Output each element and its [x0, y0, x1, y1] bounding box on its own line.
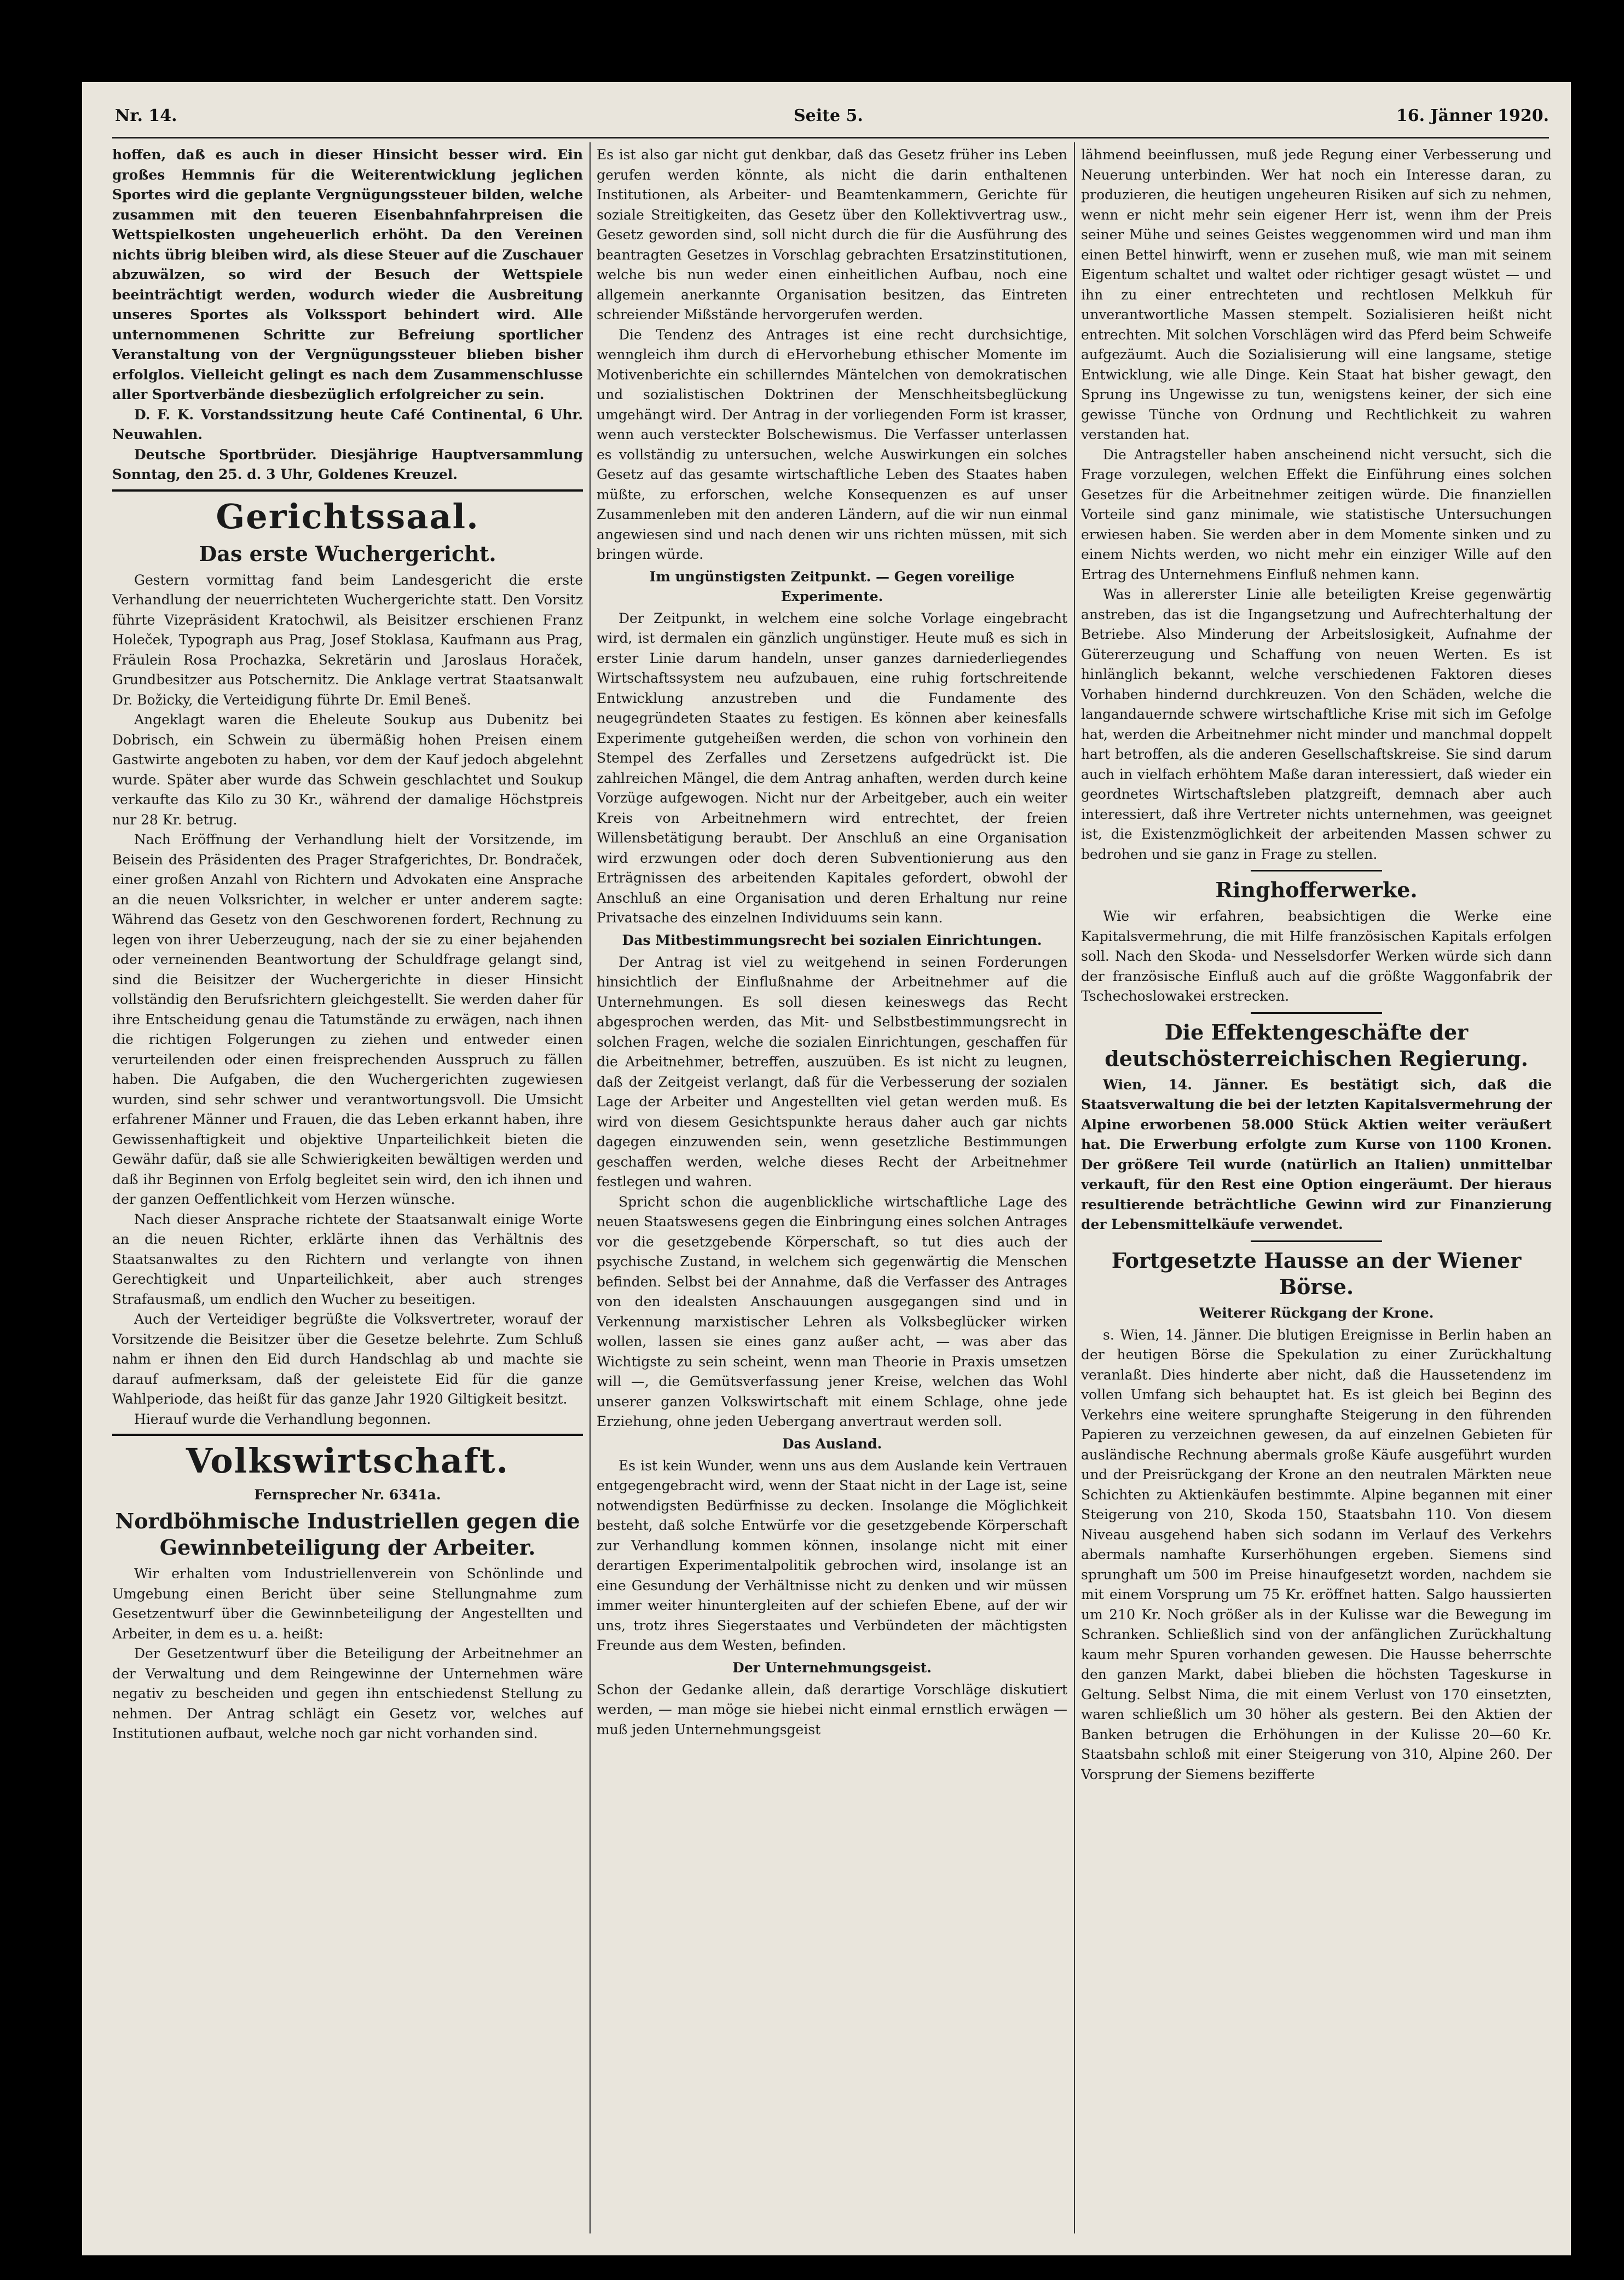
- article-headline: Nordböhmische Industriellen gegen die Gewinnbeteiligung der Arbeiter.: [115, 1509, 580, 1560]
- article-paragraph: Die Antragsteller haben anscheinend nicht versucht, sich die Frage vorzulegen, welchen Effekt die Einführung eines solchen Gesetzes für die Arbeitnehmer zeitigen würde. Die finanziellen Vorteile sind ganz minimale, wie statistische Untersuchungen erwiesen haben. Sie werden aber in dem Momente sinken und zu einem Nichts werden, wo nicht mehr ein einziger Wille auf den Ertrag des Unternehmens Einfluß nehmen kann.: [1081, 446, 1552, 582]
- article-subheading: Das Ausland.: [782, 1435, 882, 1452]
- section-divider: [1251, 870, 1382, 871]
- article-paragraph: Wien, 14. Jänner. Es bestätigt sich, daß die Staatsverwaltung die bei der letzten Kapitalsvermehrung der Alpine erworbenen 58.000 Stück Aktien weiter veräußert hat. Die Erwerbung erfolgte zum Kurse von 1100 Kronen. Der größere Teil wurde (natürlich an Italien) unmittelbar verkauft, für den Rest eine Option eingeräumt. Der hieraus resultierende beträchtliche Gewinn wird zur Finanzierung der Lebensmittelkäufe verwendet.: [1081, 1076, 1552, 1232]
- column-3: [1081, 145, 1552, 2233]
- article-paragraph: s. Wien, 14. Jänner. Die blutigen Ereignisse in Berlin haben an der heutigen Börse die Spekulation zu einer Zurückhaltung veranlaßt. Dies hinderte aber nicht, daß die Haussetendenz im vollen Umfang sich behauptet hat. Es ist gleich bei Beginn des Verkehrs eine weitere sprunghafte Steigerung in den führenden Papieren zu verzeichnen gewesen, da auf einzelnen Gebieten für ausländische Rechnung abermals große Käufe ausgeführt wurden und der Preisrückgang der Krone an den neutralen Märkten neue Schichten zu Aktienkäufen bestimmte. Alpine begannen mit einer Steigerung von 210, Skoda 150, Staatsbahn 110. Von diesem Niveau ausgehend haben sich sodann im Verlauf des Verkehrs abermals namhafte Kurserhöhungen ergeben. Siemens sind sprunghaft um 500 im Preise hinaufgesetzt worden, nachdem sie mit einem Vorsprung um 75 Kr. eröffnet hatten. Salgo haussierten um 210 Kr. Noch größer als in der Kulisse war die Bewegung im Schranken. Schließlich sind von der anfänglichen Zurückhaltung kaum mehr Spuren vorhanden gewesen. Die Hausse beherrschte den ganzen Markt, dabei blieben die höchsten Tageskurse in Geltung. Selbst Nima, die mit einem Verlust von 170 einsetzten, waren schließlich um 30 höher als gestern. Bei den Aktien der Banken betrugen die Erhöhungen in der Kulisse 20—60 Kr. Staatsbahn schloß mit einer Steigerung von 310, Alpine 260. Der Vorsprung der Siemens bezifferte: [1081, 1326, 1552, 1782]
- section-divider: [112, 1434, 583, 1436]
- article-paragraph: Gestern vormittag fand beim Landesgericht die erste Verhandlung der neuerrichteten Wuchergerichte statt. Den Vorsitz führte Vizepräsident Kratochwil, als Beisitzer erschienen Franz Holeček, Typograph aus Prag, Josef Stoklasa, Kaufmann aus Prag, Fräulein Rosa Prochazka, Sekretärin und Jaroslaus Horaček, Grundbesitzer aus Potschernitz. Die Anklage vertrat Staatsanwalt Dr. Božicky, die Verteidigung führte Dr. Emil Beneš.: [112, 572, 583, 708]
- article-subheading: Weiterer Rückgang der Krone.: [1199, 1304, 1434, 1321]
- article-subheading: Im ungünstigsten Zeitpunkt. — Gegen voreilige Experimente.: [649, 568, 1015, 604]
- article-paragraph: Auch der Verteidiger begrüßte die Volksvertreter, worauf der Vorsitzende die Beisitzer über die Gesetze belehrte. Zum Schluß nahm er ihnen den Eid durch Handschlag ab und machte sie darauf aufmerksam, daß der geleistete Eid für die ganze Wahlperiode, das heißt für das ganze Jahr 1920 Giltigkeit besitzt.: [112, 1311, 583, 1407]
- article-paragraph: Wie wir erfahren, beabsichtigen die Werke eine Kapitalsvermehrung, die mit Hilfe französischen Kapitals erfolgen soll. Nach den Skoda- und Nesselsdorfer Werken würde sich dann der französische Einfluß auch auf die größte Waggonfabrik der Tschechoslowakei erstrecken.: [1081, 908, 1552, 1004]
- section-divider: [1251, 1240, 1382, 1242]
- article-paragraph: Schon der Gedanke allein, daß derartige Vorschläge diskutiert werden, — man möge sie hiebei nicht einmal ernstlich erwägen — muß jeden Unternehmungsgeist: [597, 1681, 1067, 1738]
- issue-number: Nr. 14.: [115, 106, 177, 125]
- page-number: Seite 5.: [794, 106, 863, 125]
- page-header: [115, 99, 1549, 131]
- section-phone: Fernsprecher Nr. 6341a.: [254, 1487, 441, 1503]
- sport-notice: D. F. K. Vorstandssitzung heute Café Continental, 6 Uhr. Neuwahlen.: [112, 406, 583, 442]
- article-paragraph: Nach Eröffnung der Verhandlung hielt der Vorsitzende, im Beisein des Präsidenten des Prager Strafgerichtes, Dr. Bondraček, einer großen Anzahl von Richtern und Advokaten eine Ansprache an die neuen Volksrichter, in welcher er unter anderem sagte: Während das Gesetz von den Geschworenen fordert, Rechnung zu legen von ihrer Ueberzeugung, nach der sie zu einer bejahenden oder verneinenden Beantwortung der Schuldfrage gelangt sind, sind die Beisitzer der Wuchergerichte in dieser Hinsicht vollständig den Berufsrichtern gleichgestellt. Sie werden daher für ihre Entscheidung genau die Tatumstände zu erwägen, nach ihnen die richtigen Folgerungen zu ziehen und entweder einen verurteilenden oder einen freisprechenden Ausspruch zu fällen haben. Die Aufgaben, die den Wuchergerichten zugewiesen wurden, sind sehr schwer und verantwortungsvoll. Die Umsicht erfahrener Männer und Frauen, die das Leben erkannt haben, ihre Gewissenhaftigkeit und objektive Unparteilichkeit bieten die Gewähr dafür, daß sie alle Schwierigkeiten bewältigen werden und daß ihr Beginnen von Erfolg begleitet sein wird, den ich ihnen und der ganzen Oeffentlichkeit vom Herzen wünsche.: [112, 832, 583, 1207]
- article-paragraph: lähmend beeinflussen, muß jede Regung einer Verbesserung und Neuerung unterbinden. Wer hat noch ein Interesse daran, zu produzieren, die heutigen ungeheuren Risiken auf sich zu nehmen, wenn er nicht mehr sein eigener Herr ist, wenn ihm der Preis seiner Mühe und seines Geistes weggenommen wird und man ihm einen Bettel hinwirft, wenn er zusehen muß, wie man mit seinem Eigentum schaltet und waltet oder richtiger gesagt wüstet — und ihn zu einer entrechteten und rechtlosen Melkkuh für unverantwortliche Massen stempelt. Sozialisieren heißt nicht entrechten. Mit solchen Vorschlägen wird das Pferd beim Schweife aufgezäumt. Auch die Sozialisierung will eine langsame, stetige Entwicklung, wie alle Dinge. Kein Staat hat bisher gewagt, den Sprung ins Ungewisse zu tun, wenigstens keiner, der sich eine gewisse Tünche von Ordnung und Rechtlichkeit zu wahren verstanden hat.: [1081, 147, 1552, 442]
- header-rule: [112, 137, 1549, 138]
- issue-date: 16. Jänner 1920.: [1396, 106, 1549, 125]
- article-paragraph: Es ist kein Wunder, wenn uns aus dem Auslande kein Vertrauen entgegengebracht wird, wenn der Staat nicht in der Lage ist, seine notwendigsten Bedürfnisse zu decken. Insolange die Möglichkeit besteht, daß solche Entwürfe vor die gesetzgebende Körperschaft zur Verhandlung kommen können, insolange nicht mit einer derartigen Experimentalpolitik gebrochen wird, insolange ist an eine Gesundung der Verhältnisse nicht zu denken und wir müssen immer weiter hinuntergleiten auf der schiefen Ebene, auf der wir uns, trotz ihres Siegerstaates und Verbündeten der mächtigsten Freunde aus dem Westen, befinden.: [597, 1457, 1067, 1653]
- article-paragraph: Es ist also gar nicht gut denkbar, daß das Gesetz früher ins Leben gerufen werden könnte, als nicht die darin enthaltenen Institutionen, als Arbeiter- und Beamtenkammern, Gerichte für soziale Streitigkeiten, das Gesetz über den Kollektivvertrag usw., Gesetz geworden sind, soll nicht durch die für die Ausführung des beantragten Gesetzes in Vorschlag gebrachten Ersatzinstitutionen, welche bis nun weder einen einheitlichen Aufbau, noch eine allgemein anerkannte Organisation besitzen, das Eintreten schreiender Mißstände hervorgerufen werden.: [597, 147, 1067, 322]
- column-1: [112, 145, 583, 2233]
- article-headline: Fortgesetzte Hausse an der Wiener Börse.: [1111, 1248, 1522, 1299]
- sport-paragraph: hoffen, daß es auch in dieser Hinsicht besser wird. Ein großes Hemmnis für die Weiterentwicklung jeglichen Sportes wird die geplante Vergnügungssteuer bilden, welche zusammen mit den teueren Eisenbahnfahrpreisen die Wettspielkosten ungeheuerlich erhöht. Da den Vereinen nichts übrig bleiben wird, als diese Steuer auf die Zuschauer abzuwälzen, so wird der Besuch der Wettspiele beeinträchtigt werden, wodurch wieder die Ausbreitung unseres Sportes als Volkssport behindert wird. Alle unternommenen Schritte zur Befreiung sportlicher Veranstaltung von der Vergnügungssteuer blieben bisher erfolglos. Vielleicht gelingt es nach dem Zusammenschlusse aller Sportverbände diesbezüglich erfolgreicher zu sein.: [112, 147, 583, 402]
- article-paragraph: Hierauf wurde die Verhandlung begonnen.: [134, 1411, 431, 1427]
- section-title-volkswirtschaft: Volkswirtschaft.: [186, 1441, 510, 1481]
- section-title-gerichtssaal: Gerichtssaal.: [216, 496, 479, 536]
- article-paragraph: Wir erhalten vom Industriellenverein von Schönlinde und Umgebung einen Bericht über seine Stellungnahme zum Gesetzentwurf über die Gewinnbeteiligung der Angestellten und Arbeiter, in dem es u. a. heißt:: [112, 1566, 583, 1642]
- section-divider: [112, 489, 583, 492]
- article-paragraph: Was in allererster Linie alle beteiligten Kreise gegenwärtig anstreben, das ist die Ingangsetzung und Aufrechterhaltung der Betriebe. Also Minderung der Arbeitslosigkeit, Aufnahme der Gütererzeugung und Schaffung von neuen Werten. Es ist hinlänglich bekannt, welche verschiedenen Faktoren dieses Vorhaben hindernd durchkreuzen. Von den Schäden, welche die langandauernde schwere wirtschaftliche Krise mit sich im Gefolge hat, werden die Arbeitnehmer nicht minder und manchmal doppelt hart betroffen, als die anderen Gesellschaftskreise. Sie sind darum auch in vielfach erhöhtem Maße daran interessiert, daß wieder ein geordnetes Wirtschaftsleben platzgreift, demnach aber auch interessiert, daß ihre Vertreter nichts unternehmen, was geeignet ist, die Existenzmöglichkeit der arbeitenden Massen schwer zu bedrohen und sie ganz in Frage zu stellen.: [1081, 586, 1552, 862]
- sport-notice: Deutsche Sportbrüder. Diesjährige Hauptversammlung Sonntag, den 25. d. 3 Uhr, Goldenes Kreuzel.: [112, 446, 583, 482]
- article-subheading: Das Mitbestimmungsrecht bei sozialen Einrichtungen.: [622, 932, 1042, 948]
- article-paragraph: Der Antrag ist viel zu weitgehend in seinen Forderungen hinsichtlich der Einflußnahme der Arbeitnehmer auf die Unternehmungen. Es soll diesen keineswegs das Recht abgesprochen werden, das Mit- und Selbstbestimmungsrecht in solchen Fragen, welche die sozialen Einrichtungen, geschaffen für die Arbeitnehmer, betreffen, auszuüben. Es ist nicht zu leugnen, daß der Zeitgeist verlangt, daß für die Verbesserung der sozialen Lage der Arbeiter und Angestellten viel getan werden muß. Es wird von diesem Gesichtspunkte heraus daher auch gar nichts dagegen einzuwenden sein, wenn gesetzliche Bestimmungen geschaffen werden, welche dieses Recht der Arbeitnehmer festlegen und wahren.: [597, 954, 1067, 1190]
- article-paragraph: Der Zeitpunkt, in welchem eine solche Vorlage eingebracht wird, ist dermalen ein gänzlich ungünstiger. Heute muß es sich in erster Linie darum handeln, unser ganzes darniederliegendes Wirtschaftssystem neu aufzubauen, eine ruhig fortschreitende Entwicklung anzustreben und die Fundamente des neugegründeten Staates zu festigen. Es können aber keinesfalls Experimente gutgeheißen werden, die schon von vorhinein den Stempel des Zerfalles und Zersetzens aufgedrückt ist. Die zahlreichen Mängel, die dem Antrag anhaften, werden durch keine Vorzüge aufgewogen. Nicht nur der Arbeitgeber, auch ein weiter Kreis von Arbeitnehmern wird entrechtet, der freien Willensbetätigung beraubt. Der Anschluß an eine Organisation wird erzwungen oder doch deren Subventionierung aus den Erträgnissen des arbeitenden Kapitales gefordert, obwohl der Anschluß an eine Organisation und deren Erhaltung nur reine Privatsache des einzelnen Individuums sein kann.: [597, 610, 1067, 926]
- section-title-ringhofferwerke: Ringhofferwerke.: [1215, 878, 1418, 902]
- article-paragraph: Angeklagt waren die Eheleute Soukup aus Dubenitz bei Dobrisch, ein Schwein zu übermäßig hohen Preisen einem Gastwirte angeboten zu haben, vor dem der Kauf jedoch abgelehnt wurde. Später aber wurde das Schwein geschlachtet und Soukup verkaufte das Kilo zu 30 Kr., während der damalige Höchstpreis nur 28 Kr. betrug.: [112, 712, 583, 828]
- article-paragraph: Spricht schon die augenblickliche wirtschaftliche Lage des neuen Staatswesens gegen die Einbringung eines solchen Antrages vor die gesetzgebende Körperschaft, so tut dies auch der psychische Zustand, in welchem sich gegenwärtig die Menschen befinden. Selbst bei der Annahme, daß die Verfasser des Antrages von den idealsten Anschauungen ausgegangen sind und in Verkennung marxistischer Lehren als Volksbeglücker wirken wollen, lassen sie eines ganz außer acht, — was aber das Wichtigste zu sein scheint, wenn man Theorie in Praxis umsetzen will —, die Gemütsverfassung jener Kreise, welchen das Wohl unserer ganzen Volkswirtschaft mit einem Schlage, ohne jede Erziehung, ohne jeden Uebergang anvertraut werden soll.: [597, 1193, 1067, 1429]
- column-2: [597, 145, 1067, 2233]
- article-paragraph: Nach dieser Ansprache richtete der Staatsanwalt einige Worte an die neuen Richter, erklärte ihnen das Verhältnis des Staatsanwaltes zu den Richtern und verlangte von ihnen Gerechtigkeit und Unparteilichkeit, aber auch strenges Strafausmaß, um endlich den Wucher zu beseitigen.: [112, 1211, 583, 1307]
- column-separator: [590, 142, 591, 2233]
- section-divider: [1251, 1012, 1382, 1014]
- article-subheading: Der Unternehmungsgeist.: [732, 1659, 932, 1676]
- article-headline: Die Effektengeschäfte der deutschösterreichischen Regierung.: [1105, 1019, 1528, 1071]
- column-separator: [1074, 142, 1075, 2233]
- newspaper-page: [82, 82, 1571, 2255]
- article-headline: Das erste Wuchergericht.: [199, 541, 496, 566]
- article-paragraph: Die Tendenz des Antrages ist eine recht durchsichtige, wenngleich ihm durch di eHervorhebung ethischer Momente im Motivenberichte ein schillerndes Mäntelchen von demokratischen und sozialistischen Doktrinen der Menschheitsbeglückung umgehängt wird. Der Antrag in der vorliegenden Form ist krasser, wenn auch versteckter Bolschewismus. Die Verfasser unterlassen es vollständig zu untersuchen, welche Auswirkungen ein solches Gesetz auf das gesamte wirtschaftliche Leben des Staates haben müßte, zu erforschen, welche Konsequenzen es auf unser Zusammenleben mit den anderen Ländern, auf die wir nun einmal angewiesen sind und nach denen wir uns richten müssen, mit sich bringen würde.: [597, 326, 1067, 562]
- article-paragraph: Der Gesetzentwurf über die Beteiligung der Arbeitnehmer an der Verwaltung und dem Reingewinne der Unternehmen wäre negativ zu bescheiden und gegen ihn entschiedenst Stellung zu nehmen. Der Antrag schlägt ein Gesetz vor, welches auf Institutionen aufbaut, welche noch gar nicht vorhanden sind.: [112, 1646, 583, 1741]
